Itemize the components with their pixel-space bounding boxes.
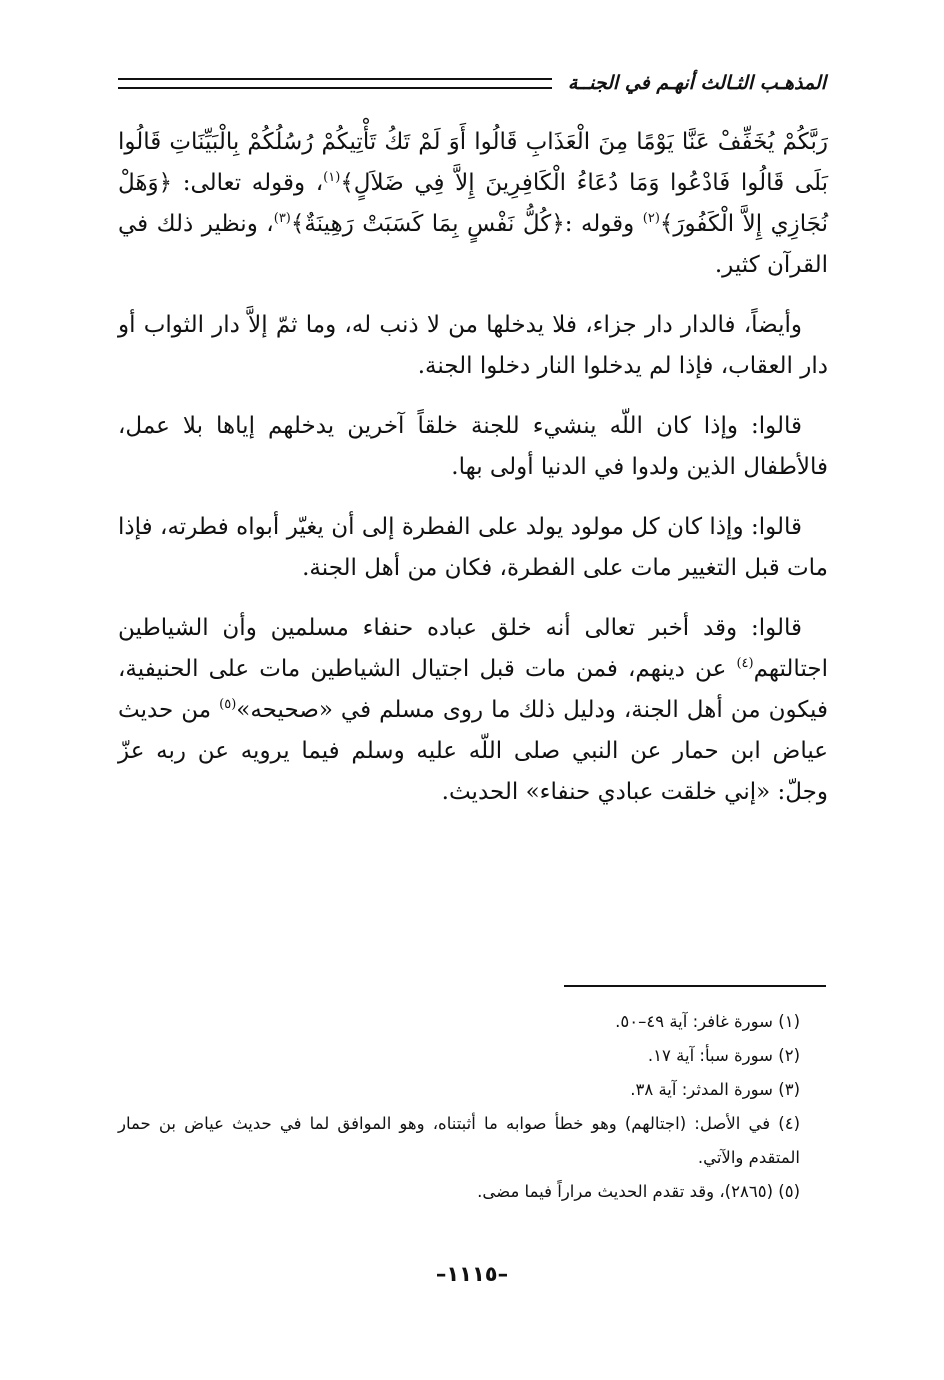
quran-verse-ghafir: رَبَّكُمْ يُخَفِّفْ عَنَّا يَوْمًا مِنَ الْعَذَابِ قَالُوا أَوَ لَمْ تَكُ تَأْتِيكُمْ رُسُلُكُمْ بِالْبَيِّنَاتِ قَالُوا بَلَى قَالُوا فَادْعُوا وَمَا دُعَاءُ الْكَافِرِينَ إِلاَّ فِي ضَلاَلٍ﴾ (118, 129, 828, 196)
running-header (118, 66, 826, 100)
paragraph-fitra (118, 507, 828, 589)
paragraph-text: قالوا: وإذا كان اللّه ينشيء للجنة خلقاً آخرين يدخلهم إياها بلا عمل، فالأطفال الذين ولدوا في الدنيا أولى بها. (118, 413, 828, 480)
paragraph-dar-jaza (118, 305, 828, 387)
footnote-4: (٤) في الأصل: (اجتالهم) وهو خطأ صوابه ما أثبتناه، وهو الموافق لما في حديث عياض بن حمار المتقدم والآتي. (118, 1114, 800, 1167)
footnote-ref-5: (٥) (219, 697, 237, 712)
header-double-rule (118, 78, 552, 89)
text-segment: ، وقوله تعالى: ﴿وَهَلْ نُجَازِي إِلاَّ الْكَفُورَ﴾ (118, 170, 828, 237)
paragraph-khalq-akharin (118, 406, 828, 488)
text-segment: ، ونظير ذلك في القرآن كثير. (118, 211, 828, 278)
footnote-5: (٥) (٢٨٦٥)، وقد تقدم الحديث مراراً فيما مضى. (477, 1182, 800, 1201)
footnote-3: (٣) سورة المدثر: آية ٣٨. (630, 1080, 800, 1099)
text-segment: قالوا: وقد أخبر تعالى أنه خلق عباده حنفاء مسلمين وأن الشياطين اجتالتهم (118, 615, 828, 682)
paragraph-quran-continuation (118, 122, 828, 286)
footnote-separator (564, 985, 826, 987)
footnote-ref-4: (٤) (736, 656, 754, 671)
footnote-2: (٢) سورة سبأ: آية ١٧. (647, 1046, 800, 1065)
text-segment: من حديث عياض ابن حمار عن النبي صلى اللّه عليه وسلم فيما يرويه عن ربه عزّ وجلّ: «إني خلقت عبادي حنفاء» الحديث. (118, 697, 828, 805)
footnote-1: (١) سورة غافر: آية ٤٩–٥٠. (615, 1012, 800, 1031)
footnote-ref-3: (٣) (273, 211, 291, 226)
paragraph-text: وأيضاً، فالدار دار جزاء، فلا يدخلها من لا ذنب له، وما ثمّ إلاَّ دار الثواب أو دار العقاب، فإذا لم يدخلوا النار دخلوا الجنة. (118, 312, 828, 379)
paragraph-hunafa (118, 608, 828, 813)
footnotes (118, 1005, 828, 1209)
page-number: –١١١٥– (435, 1262, 509, 1286)
text-segment: وقوله :﴿كُلُّ نَفْسٍ بِمَا كَسَبَتْ رَهِينَةٌ﴾ (290, 211, 643, 237)
footnote-ref-2: (٢) (642, 211, 660, 226)
paragraph-text: قالوا: وإذا كان كل مولود يولد على الفطرة إلى أن يغيّر أبواه فطرته، فإذا مات قبل التغيير مات على الفطرة، فكان من أهل الجنة. (118, 514, 828, 581)
main-text (118, 122, 828, 832)
text-segment: عن دينهم، فمن مات قبل اجتيال الشياطين مات على الحنيفية، فيكون من أهل الجنة، ودليل ذلك ما روى مسلم في «صحيحه» (118, 656, 828, 723)
footnote-ref-1: (١) (323, 170, 341, 185)
running-header-title: المذهـب الثـالث أنهـم في الجنــة (567, 72, 826, 94)
